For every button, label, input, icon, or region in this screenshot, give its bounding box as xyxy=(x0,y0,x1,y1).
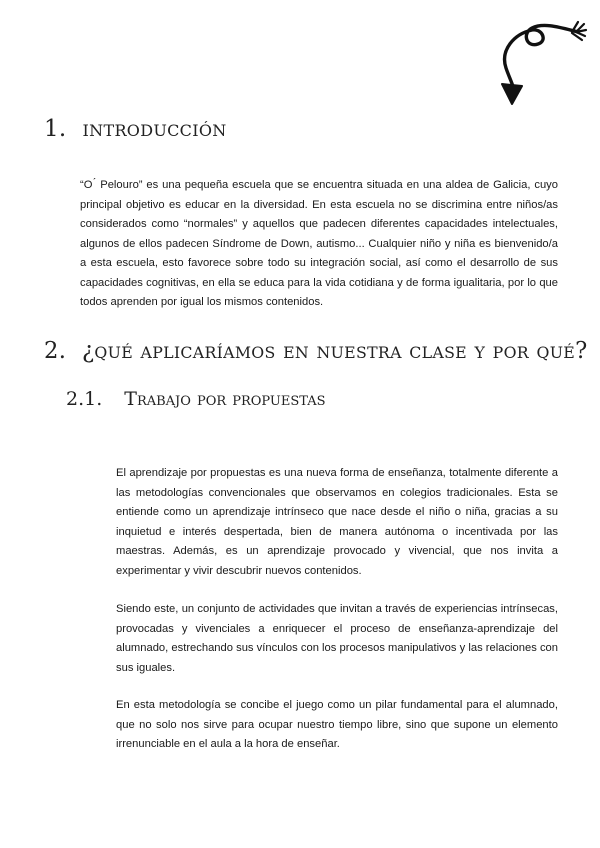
subsection-2-1-title: Trabajo por propuestas xyxy=(124,388,326,410)
section-2-heading xyxy=(44,340,588,363)
section-1-number: 1. xyxy=(44,116,67,142)
section-1-title: introducción xyxy=(82,116,227,142)
proposals-paragraph-1: El aprendizaje por propuestas es una nueva forma de enseñanza, totalmente diferente a las metodologías convencionales que observamos en colegios tradicionales. Esta se entiende como un aprendizaje intrínseco que nace desde el niño o niña, gracias a su inquietud e interés despertada, bien de manera autónoma o incentivada por las maestras. Además, es un aprendizaje provocado y vivencial, que nos invita a experimentar y vivir descubrir nuevos contenidos. xyxy=(116,467,558,577)
intro-paragraph: “O ́ Pelouro” es una pequeña escuela que se encuentra situada en una aldea de Galicia, cuyo principal objetivo es educar en la diversidad. En esta escuela no se discrimina entre niños/as considerados como “normales” y aquellos que padecen diferentes capacidades intelectuales, algunos de ellos padecen Síndrome de Down, autismo... Cualquier niño y niña es bienvenido/a a esta escuela, esto favorece sobre todo su integración social, así como el desarrollo de sus capacidades cognitivas, en ella se educa para la vida cotidiana y de forma igualitaria, por lo que todos aprenden por igual los mismos contenidos. xyxy=(80,179,558,308)
section-2-title: ¿qué aplicaríamos en nuestra clase y por qué? xyxy=(81,338,588,364)
section-1-heading xyxy=(44,118,227,141)
proposals-paragraph-3: En esta metodología se concibe el juego como un pilar fundamental para el alumnado, que no solo nos sirve para ocupar nuestro tiempo libre, sino que supone un elemento irrenunciable en el aula a la hora de enseñar. xyxy=(116,699,558,750)
subsection-2-1-number: 2.1. xyxy=(66,388,103,410)
curly-arrow-icon xyxy=(492,14,588,108)
section-2-number: 2. xyxy=(44,338,67,364)
proposals-paragraph-2: Siendo este, un conjunto de actividades que invitan a través de experiencias intrínsecas, provocadas y vivenciales a enriquecer el proceso de enseñanza-aprendizaje del alumnado, estrechando sus vínculos con los procesos manipulativos y las relaciones con sus iguales. xyxy=(116,603,558,674)
subsection-2-1-heading xyxy=(66,390,326,409)
